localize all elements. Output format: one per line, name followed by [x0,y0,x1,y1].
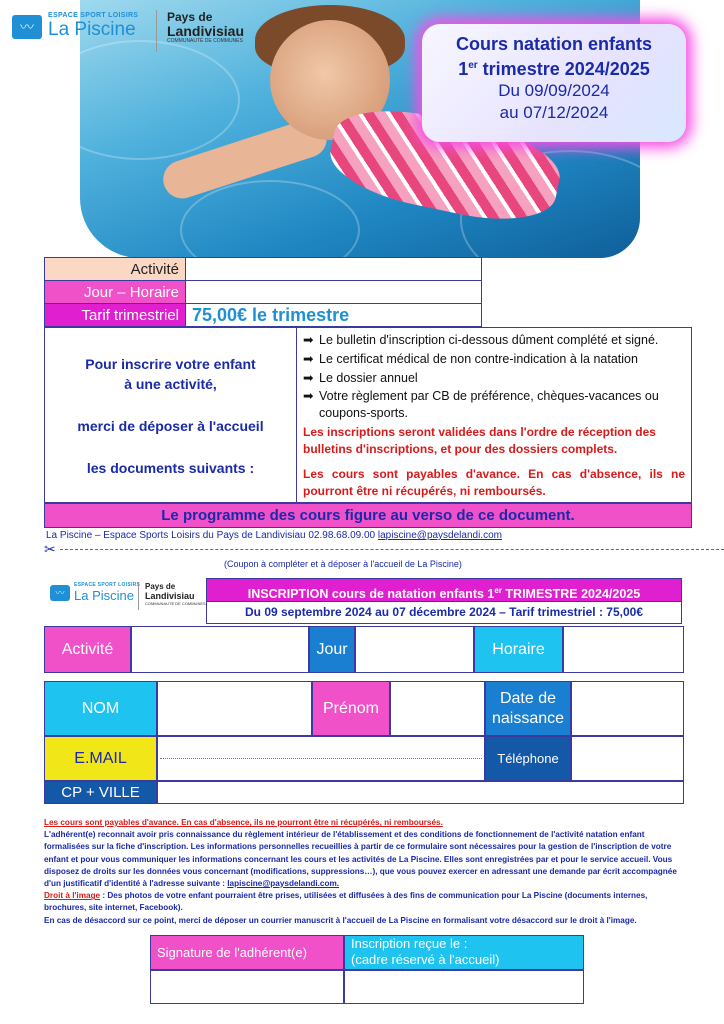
title-line3: Du 09/09/2024 [498,81,610,100]
inscription-title: INSCRIPTION cours de natation enfants 1er TRIMESTRE 2024/2025 [206,578,682,602]
contact-email-link[interactable]: lapiscine@paysdelandi.com [377,530,502,541]
tarif-value: 75,00€ le trimestre [186,304,482,327]
legal-disagreement: En cas de désaccord sur ce point, merci de déposer un courrier manuscrit à l'accueil de La Piscine en formalisant votre désaccord sur le droit à l'image. [44,915,637,925]
legal-email-link[interactable]: lapiscine@paysdelandi.com. [227,879,340,889]
swimmer-icon: 〰 [12,15,42,39]
legal-text [44,817,684,927]
coupon-telephone-field[interactable] [571,736,684,781]
coupon-jour-label: Jour [309,626,355,673]
inscription-recue-field [344,970,584,1004]
logo-piscine-subtitle: ESPACE SPORT LOISIRS [48,12,139,19]
instructions-right [296,327,692,503]
arrow-icon: ➡ [303,371,314,385]
jour-horaire-label: Jour – Horaire [45,281,186,304]
coupon-date-naissance-field[interactable] [571,681,684,736]
arrow-icon: ➡ [303,333,314,347]
validation-notice: Les inscriptions seront validées dans l'ordre de réception des bulletins d'inscriptions, et pour des dossiers complets. [303,425,656,456]
title-box [422,24,686,142]
logo-piscine-name: La Piscine [48,19,136,40]
title-line1: Cours natation enfants [455,34,652,54]
cut-line [44,540,724,557]
coupon-prenom-field[interactable] [390,681,485,736]
swimmer-icon: 〰 [50,585,70,601]
tarif-label: Tarif trimestriel [45,304,186,327]
instr-left-line1: Pour inscrire votre enfant [85,356,256,372]
coupon-activite-label: Activité [44,626,131,673]
legal-paragraph: L'adhérent(e) reconnait avoir pris connaissance du règlement intérieur de l'établissement et des conditions de fonctionnement de l'activité natation enfant formalisées sur la fiche d'inscription. Les informations personnelles recueillies à partir de ce formulaire sont nécessaires pour la gestion de l'inscription de votre enfant et pour vous communiquer les informations concernant les cours et les activités de La Piscine. Elles sont enregistrées par et pour le service accueil. Vous disposez de droits sur les données vous concernant (modifications, suppressions…), que vous pouvez exercer en adressant une demande par écrit accompagnée d'un justificatif d'identité à l'adresse suivante : lapiscine@paysdelandi.com. [44,830,677,889]
info-table [44,257,482,327]
logo-landi-pays: Pays de [167,10,213,24]
list-item: ➡ Votre règlement par CB de préférence, chèques-vacances ou coupons-sports. [303,389,659,420]
coupon-logo-landivisiau: Pays de Landivisiau COMMUNAUTÉ DE COMMUNES [138,582,206,610]
coupon-activite-field[interactable] [131,626,309,673]
coupon-telephone-label: Téléphone [485,736,571,781]
coupon-date-naissance-label: Date de naissance [485,681,571,736]
coupon-note: (Coupon à compléter et à déposer à l'accueil de La Piscine) [224,559,462,569]
list-item: ➡ Le bulletin d'inscription ci-dessous dûment complété et signé. [303,331,685,350]
title-line2: 1er trimestre 2024/2025 [458,59,650,79]
arrow-icon: ➡ [303,389,314,403]
inscription-subtitle: Du 09 septembre 2024 au 07 décembre 2024 – Tarif trimestriel : 75,00€ [206,602,682,624]
logo-piscine [12,12,138,41]
logo-landivisiau [156,10,244,52]
inscription-recue-label: Inscription reçue le : (cadre réservé à l'accueil) [344,935,584,970]
signature-field[interactable] [150,970,344,1004]
instr-left-line3: merci de déposer à l'accueil [77,418,264,434]
list-item: ➡ Le certificat médical de non contre-indication à la natation [303,350,685,369]
email-dotted-line [160,758,482,759]
logo-landi-name: Landivisiau [167,23,245,39]
coupon-email-label: E.MAIL [44,736,157,781]
coupon-logo-piscine: 〰 ESPACE SPORT LOISIRS La Piscine [50,582,140,603]
coupon-prenom-label: Prénom [312,681,390,736]
arrow-icon: ➡ [303,352,314,366]
instr-left-line2: à une activité, [124,376,217,392]
legal-image-rights: Droit à l'image : Des photos de votre enfant pourraient être prises, utilisées et diffusées à des fins de communication pour La Piscine (documents internes, brochures, site internet, Facebook). [44,891,648,913]
coupon-horaire-label: Horaire [474,626,563,673]
coupon-jour-field[interactable] [355,626,474,673]
scissors-icon: ✂ [44,540,56,557]
coupon-cp-ville-label: CP + VILLE [44,781,157,804]
logo-landi-com: COMMUNAUTÉ DE COMMUNES [167,38,243,44]
jour-horaire-field[interactable] [186,281,482,304]
signature-label: Signature de l'adhérent(e) [150,935,344,970]
coupon-horaire-field[interactable] [563,626,684,673]
contact-line: La Piscine – Espace Sports Loisirs du Pays de Landivisiau 02.98.68.09.00 lapiscine@paysdelandi.com [46,530,502,541]
title-line4: au 07/12/2024 [499,103,609,122]
instructions-left [44,327,296,503]
coupon-cp-ville-field[interactable] [157,781,684,804]
list-item: ➡ Le dossier annuel [303,369,685,388]
coupon-nom-field[interactable] [157,681,312,736]
coupon-nom-label: NOM [44,681,157,736]
instr-left-line4: les documents suivants : [86,460,255,476]
legal-payment-notice: Les cours sont payables d'avance. En cas d'absence, ils ne pourront être ni récupérés, ni remboursés. [44,818,443,827]
activite-label: Activité [45,258,186,281]
programme-banner: Le programme des cours figure au verso de ce document. [44,503,692,528]
activite-field[interactable] [186,258,482,281]
payment-notice: Les cours sont payables d'avance. En cas d'absence, ils ne pourront être ni récupérés, ni remboursés. [303,467,685,498]
